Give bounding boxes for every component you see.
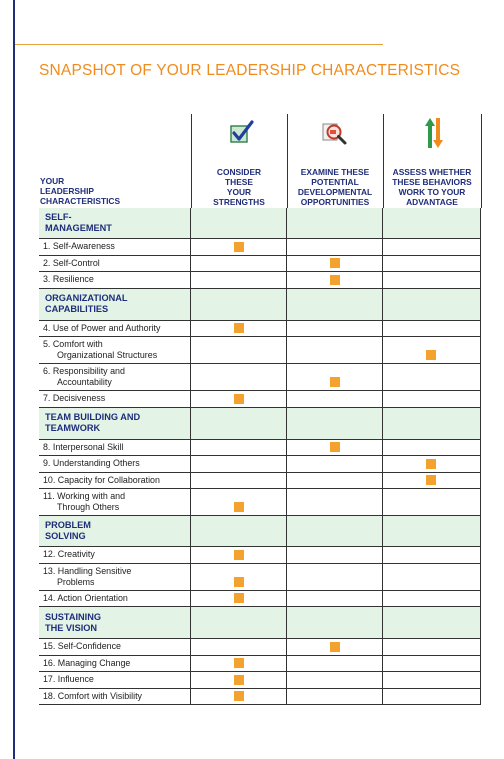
table-cell — [382, 672, 481, 688]
table-cell — [382, 473, 481, 489]
table-row — [39, 564, 481, 591]
table-cell — [190, 321, 286, 337]
characteristic-label — [39, 239, 190, 255]
table-cell — [382, 516, 481, 546]
table-cell — [286, 256, 382, 272]
table-row — [39, 591, 481, 608]
text-line: ORGANIZATIONAL — [45, 293, 128, 303]
table-row — [39, 239, 481, 256]
table-cell — [382, 456, 481, 472]
section-header-row — [39, 289, 481, 321]
table-cell — [382, 656, 481, 672]
text-line: 15. Self-Confidence — [43, 641, 121, 652]
table-cell — [382, 337, 481, 363]
table-cell — [190, 272, 286, 288]
table-cell — [382, 440, 481, 456]
table-cell — [190, 607, 286, 638]
section-title — [39, 289, 190, 320]
table-cell — [286, 456, 382, 472]
table-cell — [190, 591, 286, 607]
text-line: EXAMINE THESE — [300, 167, 370, 177]
text-line: 5. Comfort with — [43, 339, 103, 349]
table-cell — [286, 689, 382, 705]
text-line: Through Others — [57, 502, 120, 512]
table-cell — [190, 408, 286, 439]
table-cell — [286, 408, 382, 439]
top-accent-rule — [15, 44, 383, 45]
table-cell — [286, 656, 382, 672]
section-title — [39, 208, 190, 238]
table-row — [39, 489, 481, 516]
text-line: DEVELOPMENTAL — [297, 187, 373, 197]
table-cell — [382, 239, 481, 255]
table-cell — [190, 516, 286, 546]
checkmark-icon — [229, 120, 255, 149]
text-line: THE VISION — [45, 622, 98, 633]
table-cell — [286, 473, 382, 489]
column-heading-opportunities — [287, 167, 383, 207]
table-cell — [382, 391, 481, 407]
marker-square-icon — [234, 394, 244, 404]
characteristic-label — [39, 440, 190, 456]
table-row — [39, 672, 481, 689]
text-line: SELF- — [45, 212, 72, 222]
text-line: OPPORTUNITIES — [300, 197, 370, 207]
section-header-row — [39, 408, 481, 440]
table-row — [39, 656, 481, 673]
table-cell — [382, 547, 481, 563]
text-line: 17. Influence — [43, 674, 94, 685]
text-line: 11. Working with and — [43, 491, 126, 501]
table-cell — [286, 607, 382, 638]
text-line: YOUR — [226, 187, 252, 197]
table-body — [39, 208, 481, 705]
table-row — [39, 547, 481, 564]
table-cell — [382, 607, 481, 638]
section-header-row — [39, 607, 481, 639]
section-header-row — [39, 516, 481, 547]
text-line: PROBLEM — [45, 520, 91, 530]
text-line: TEAM BUILDING AND — [45, 412, 141, 422]
marker-square-icon — [234, 242, 244, 252]
table-cell — [286, 516, 382, 546]
characteristic-label — [39, 672, 190, 688]
table-cell — [286, 489, 382, 515]
characteristic-label — [39, 364, 190, 390]
table-cell — [190, 391, 286, 407]
text-line: 2. Self-Control — [43, 257, 100, 268]
marker-square-icon — [330, 442, 340, 452]
marker-square-icon — [234, 691, 244, 701]
marker-square-icon — [234, 593, 244, 603]
table-cell — [286, 564, 382, 590]
table-cell — [382, 321, 481, 337]
text-line: YOUR — [40, 176, 65, 186]
table-cell — [190, 672, 286, 688]
text-line: 10. Capacity for Collaboration — [43, 474, 160, 485]
section-header-row — [39, 208, 481, 239]
text-line: WORK TO YOUR — [398, 187, 466, 197]
characteristic-label — [39, 656, 190, 672]
text-line: 7. Decisiveness — [43, 393, 106, 404]
left-margin-rule — [13, 0, 15, 759]
table-cell — [190, 364, 286, 390]
text-line: THESE BEHAVIORS — [392, 177, 472, 187]
text-line: 4. Use of Power and Authority — [43, 322, 161, 333]
text-line: 18. Comfort with Visibility — [43, 690, 142, 701]
section-title — [39, 408, 190, 439]
table-cell — [286, 364, 382, 390]
text-line: STRENGTHS — [213, 197, 265, 207]
table-cell — [190, 208, 286, 238]
characteristic-label — [39, 456, 190, 472]
table-cell — [190, 256, 286, 272]
table-cell — [286, 289, 382, 320]
table-cell — [286, 440, 382, 456]
text-line: SOLVING — [45, 531, 86, 541]
row-label-heading — [40, 176, 120, 206]
text-line: MANAGEMENT — [45, 223, 112, 233]
marker-square-icon — [426, 459, 436, 469]
marker-square-icon — [234, 550, 244, 560]
table-cell — [286, 591, 382, 607]
table-cell — [190, 456, 286, 472]
characteristic-label — [39, 256, 190, 272]
table-cell — [190, 689, 286, 705]
table-row — [39, 321, 481, 338]
table-cell — [190, 440, 286, 456]
table-cell — [286, 208, 382, 238]
table-cell — [286, 672, 382, 688]
section-title — [39, 607, 190, 638]
text-line: 16. Managing Change — [43, 657, 131, 668]
table-cell — [382, 272, 481, 288]
marker-square-icon — [426, 475, 436, 485]
table-row — [39, 440, 481, 457]
table-cell — [286, 239, 382, 255]
table-cell — [286, 547, 382, 563]
characteristic-label — [39, 564, 190, 590]
text-line: 13. Handling Sensitive — [43, 565, 132, 576]
characteristic-label — [39, 391, 190, 407]
table-cell — [382, 564, 481, 590]
characteristic-label — [39, 639, 190, 655]
text-line: Accountability — [57, 377, 112, 387]
table-row — [39, 456, 481, 473]
text-line: 12. Creativity — [43, 549, 95, 560]
up-down-arrows-icon — [423, 116, 445, 155]
text-line: 3. Resilience — [43, 274, 94, 285]
table-cell — [286, 321, 382, 337]
table-cell — [382, 591, 481, 607]
text-line: 1. Self-Awareness — [43, 241, 115, 252]
table-cell — [382, 408, 481, 439]
table-cell — [286, 639, 382, 655]
table-row — [39, 337, 481, 364]
text-line: 9. Understanding Others — [43, 458, 140, 469]
table-cell — [382, 364, 481, 390]
text-line: THESE — [225, 177, 253, 187]
marker-square-icon — [426, 350, 436, 360]
table-cell — [190, 639, 286, 655]
table-cell — [382, 256, 481, 272]
characteristic-label — [39, 689, 190, 705]
table-cell — [190, 239, 286, 255]
table-row — [39, 689, 481, 706]
table-cell — [190, 337, 286, 363]
characteristics-table — [39, 114, 481, 705]
text-line: LEADERSHIP — [40, 186, 94, 196]
characteristic-label — [39, 489, 190, 515]
table-cell — [190, 547, 286, 563]
table-cell — [286, 337, 382, 363]
characteristic-label — [39, 547, 190, 563]
characteristic-label — [39, 591, 190, 607]
section-title — [39, 516, 190, 546]
marker-square-icon — [234, 577, 244, 587]
text-line: CHARACTERISTICS — [40, 196, 121, 206]
table-cell — [382, 289, 481, 320]
table-row — [39, 639, 481, 656]
text-line: Organizational Structures — [57, 350, 158, 360]
marker-square-icon — [330, 258, 340, 268]
table-row — [39, 473, 481, 490]
text-line: CONSIDER — [216, 167, 262, 177]
page-title: SNAPSHOT OF YOUR LEADERSHIP CHARACTERISTICS — [39, 62, 461, 79]
table-cell — [286, 272, 382, 288]
text-line: POTENTIAL — [311, 177, 359, 187]
text-line: ADVANTAGE — [406, 197, 458, 207]
text-line: TEAMWORK — [45, 423, 101, 433]
table-cell — [382, 639, 481, 655]
table-cell — [382, 489, 481, 515]
table-cell — [190, 564, 286, 590]
characteristic-label — [39, 321, 190, 337]
marker-square-icon — [234, 658, 244, 668]
characteristic-label — [39, 272, 190, 288]
magnifier-icon — [321, 120, 349, 151]
table-cell — [190, 289, 286, 320]
marker-square-icon — [234, 675, 244, 685]
marker-square-icon — [330, 642, 340, 652]
marker-square-icon — [330, 377, 340, 387]
table-cell — [190, 473, 286, 489]
text-line: CAPABILITIES — [45, 304, 109, 314]
table-row — [39, 272, 481, 289]
text-line: 14. Action Orientation — [43, 592, 128, 603]
table-cell — [190, 656, 286, 672]
column-heading-strengths — [191, 167, 287, 207]
text-line: Problems — [57, 576, 95, 587]
table-cell — [382, 689, 481, 705]
characteristic-label — [39, 337, 190, 363]
table-row — [39, 391, 481, 408]
text-line: 6. Responsibility and — [43, 366, 125, 376]
table-row — [39, 364, 481, 391]
table-cell — [190, 489, 286, 515]
table-row — [39, 256, 481, 273]
marker-square-icon — [234, 502, 244, 512]
column-heading-advantage — [383, 167, 481, 207]
text-line: ASSESS WHETHER — [392, 167, 472, 177]
table-cell — [286, 391, 382, 407]
table-header — [39, 114, 481, 208]
marker-square-icon — [330, 275, 340, 285]
table-cell — [382, 208, 481, 238]
characteristic-label — [39, 473, 190, 489]
marker-square-icon — [234, 323, 244, 333]
text-line: SUSTAINING — [45, 611, 101, 622]
text-line: 8. Interpersonal Skill — [43, 441, 124, 452]
